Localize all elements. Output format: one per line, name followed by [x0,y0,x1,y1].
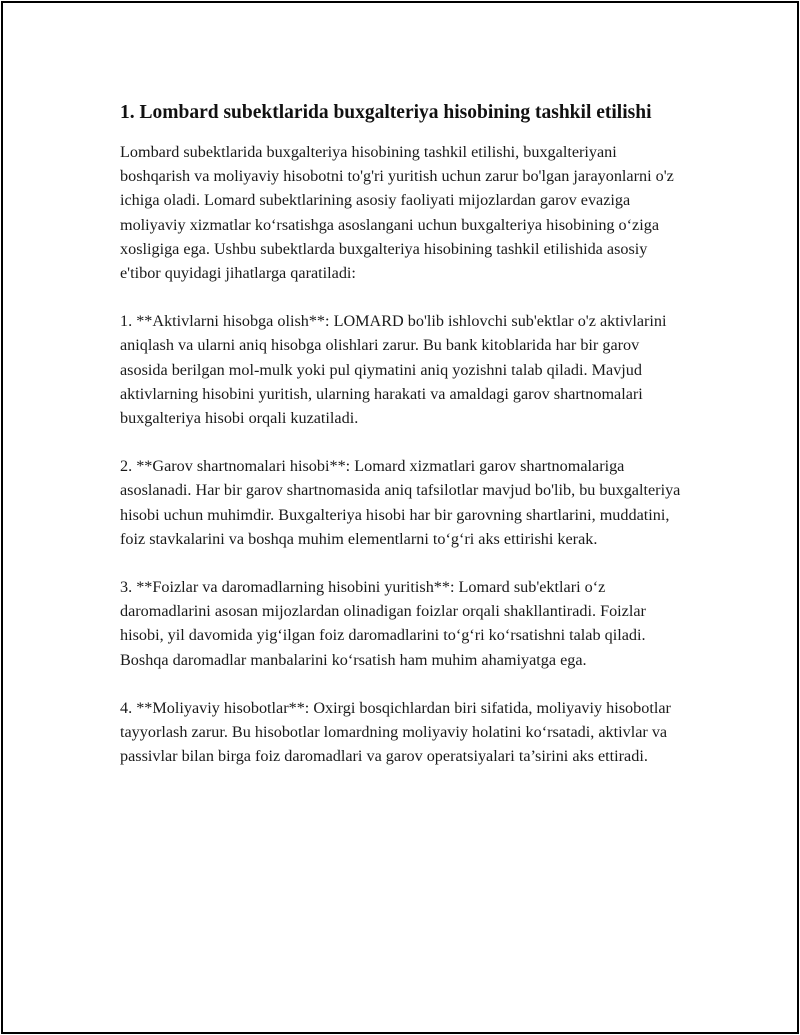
section-heading: 1. Lombard subektlarida buxgalteriya hisobining tashkil etilishi [120,102,652,123]
document-body [120,99,690,768]
intro-paragraph: Lombard subektlarida buxgalteriya hisobining tashkil etilishi, buxgalteriyani boshqarish va moliyaviy hisobotni to'g'ri yuritish uchun zarur bo'lgan jarayonlarni o'z ichiga oladi. Lomard subektlarining asosiy faoliyati mijozlardan garov evaziga moliyaviy xizmatlar ko‘rsatishga asoslangani uchun buxgalteriya hisobining o‘ziga xosligiga ega. Ushbu subektlarda buxgalteriya hisobining tashkil etilishida asosiy e'tibor quyidagi jihatlarga qaratiladi: [120,143,674,283]
paragraph-interest-income: 3. **Foizlar va daromadlarning hisobini yuritish**: Lomard sub'ektlari o‘z daromadlarini asosan mijozlardan olinadigan foizlar orqali shakllantiradi. Foizlar hisobi, yil davomida yig‘ilgan foiz daromadlarini to‘g‘ri ko‘rsatishni talab qiladi. Boshqa daromadlar manbalarini ko‘rsatish ham muhim ahamiyatga ega. [120,578,646,669]
paragraph-assets: 1. **Aktivlarni hisobga olish**: LOMARD bo'lib ishlovchi sub'ektlar o'z aktivlarini aniqlash va ularni aniq hisobga olishlari zarur. Bu bank kitoblarida har bir garov asosida berilgan mol-mulk yoki pul qiymatini aniq yozishni talab qiladi. Mavjud aktivlarning hisobini yuritish, ularning harakati va amaldagi garov shartnomalari buxgalteriya hisobi orqali kuzatiladi. [120,312,667,428]
paragraph-financial-reports: 4. **Moliyaviy hisobotlar**: Oxirgi bosqichlardan biri sifatida, moliyaviy hisobotlar tayyorlash zarur. Bu hisobotlar lomardning moliyaviy holatini ko‘rsatadi, aktivlar va passivlar bilan birga foiz daromadlari va garov operatsiyalari ta’sirini aks ettiradi. [120,698,671,766]
page-frame [1,1,799,1034]
paragraph-pledge-contracts: 2. **Garov shartnomalari hisobi**: Lomard xizmatlari garov shartnomalariga asoslanadi. Har bir garov shartnomasida aniq tafsilotlar mavjud bo'lib, bu buxgalteriya hisobi uchun muhimdir. Buxgalteriya hisobi har bir garovning shartlarini, muddatini, foiz stavkalarini va boshqa muhim elementlarni to‘g‘ri aks ettirishi kerak. [120,457,681,548]
